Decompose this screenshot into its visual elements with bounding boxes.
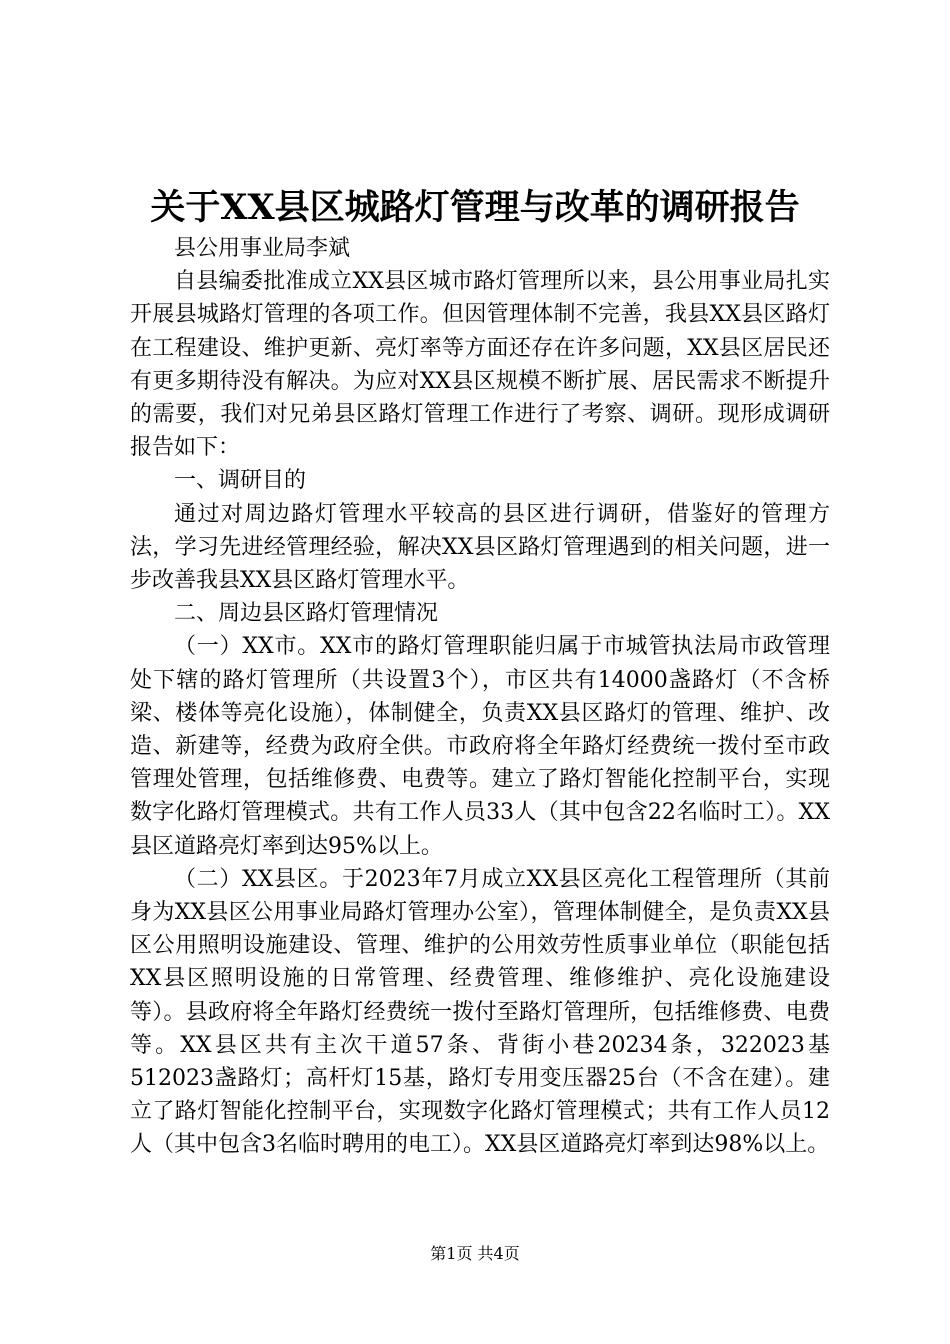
section-paragraph-purpose: 通过对周边路灯管理水平较高的县区进行调研，借鉴好的管理方法，学习先进经管理经验，解决XX县区路灯管理遇到的相关问题，进一步改善我县XX县区路灯管理水平。 bbox=[130, 501, 830, 594]
situation-item-city: （一）XX市。XX市的路灯管理职能归属于市城管执法局市政管理处下辖的路灯管理所（共设置3个），市区共有14000盏路灯（不含桥梁、楼体等亮化设施），体制健全，负责XX县区路灯的管理、维护、改造、新建等，经费为政府全供。市政府将全年路灯经费统一拨付至市政管理处管理，包括维修费、电费等。建立了路灯智能化控制平台，实现数字化路灯管理模式。共有工作人员33人（其中包含22名临时工）。XX县区道路亮灯率到达95%以上。 bbox=[130, 634, 830, 859]
section-heading-situation: 二、周边县区路灯管理情况 bbox=[174, 601, 439, 627]
situation-item-county: （二）XX县区。于2023年7月成立XX县区亮化工程管理所（其前身为XX县区公用事业局路灯管理办公室），管理体制健全，是负责XX县区公用照明设施建设、管理、维护的公用效劳性质事业单位（职能包括XX县区照明设施的日常管理、经费管理、维修维护、亮化设施建设等）。县政府将全年路灯经费统一拨付至路灯管理所，包括维修费、电费等。XX县区共有主次干道57条、背街小巷20234条，322023基512023盏路灯；高杆灯15基，路灯专用变压器25台（不含在建）。建立了路灯智能化控制平台，实现数字化路灯管理模式；共有工作人员12人（其中包含3名临时聘用的电工）。XX县区道路亮灯率到达98%以上。 bbox=[130, 866, 830, 1158]
author-line: 县公用事业局李斌 bbox=[174, 236, 351, 261]
page-indicator: 第1页 共4页 bbox=[430, 1244, 520, 1263]
section-heading-purpose: 一、调研目的 bbox=[174, 468, 307, 494]
document-body bbox=[130, 232, 830, 1162]
intro-paragraph: 自县编委批准成立XX县区城市路灯管理所以来，县公用事业局扎实开展县城路灯管理的各项工作。但因管理体制不完善，我县XX县区路灯在工程建设、维护更新、亮灯率等方面还存在许多问题，XX县区居民还有更多期待没有解决。为应对XX县区规模不断扩展、居民需求不断提升的需要，我们对兄弟县区路灯管理工作进行了考察、调研。现形成调研报告如下： bbox=[130, 269, 830, 461]
document-title: 关于XX县区城路灯管理与改革的调研报告 bbox=[150, 187, 800, 228]
